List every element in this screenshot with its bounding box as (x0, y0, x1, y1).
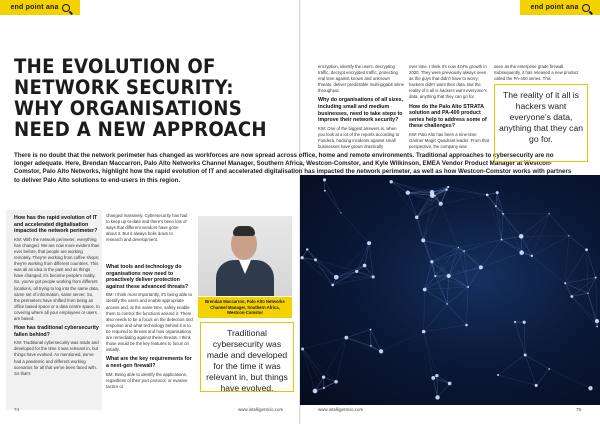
body-column-2 (106, 213, 188, 259)
headline-line-3: WHY ORGANISATIONS (14, 97, 243, 120)
network-link (371, 330, 382, 352)
network-node (423, 288, 427, 292)
network-link (496, 193, 497, 207)
network-node (467, 286, 469, 288)
network-link (438, 383, 450, 397)
page-number-left: 74 (14, 407, 20, 412)
network-link (307, 249, 315, 259)
network-node (447, 186, 449, 188)
network-link (303, 349, 324, 377)
network-link (525, 355, 536, 385)
right-column-1 (318, 64, 404, 150)
network-link (587, 250, 596, 278)
network-link (569, 236, 587, 250)
network-node (355, 270, 358, 273)
network-link (333, 277, 373, 285)
network-link (498, 375, 536, 385)
network-node (479, 265, 483, 269)
question-heading: Why do organisations of all sizes, including small and medium businesses, need to take steps to improve their network security? (318, 97, 404, 124)
network-link (532, 236, 569, 256)
network-node (448, 382, 452, 386)
network-link (325, 191, 341, 213)
network-link (447, 304, 466, 325)
answer-paragraph: KW: One of the biggest answers is, when you look at a lot of the reports according to Fundera, hacking incidents against small businesses have grown drastically (318, 125, 400, 150)
network-link (424, 289, 425, 331)
network-node (430, 190, 435, 195)
headline-line-1: THE EVOLUTION OF (14, 55, 216, 78)
network-link (303, 338, 347, 349)
question-heading: What tools and technology do organisations now need to proactively deliver protection against these advanced threats? (106, 264, 189, 290)
network-link (572, 278, 596, 297)
network-link (521, 214, 549, 237)
photo-caption: Brendan Maccarron, Palo Alto Networks Channel Manager, Southern Africa, Westcon-Comstor (198, 297, 292, 318)
network-node (501, 239, 503, 241)
network-node (422, 330, 426, 334)
network-link (565, 250, 586, 284)
network-link (346, 330, 370, 338)
network-node (548, 213, 549, 214)
network-node (463, 250, 465, 252)
network-node (496, 191, 499, 194)
network-node (322, 375, 325, 378)
network-link (302, 258, 333, 285)
pull-quote-left (200, 322, 294, 392)
network-node (564, 282, 566, 284)
network-node (495, 205, 497, 207)
network-node (324, 190, 326, 192)
network-link (424, 332, 437, 376)
network-link (336, 266, 364, 278)
network-link (572, 293, 588, 296)
network-node (439, 202, 443, 206)
network-link (532, 256, 565, 283)
network-graph (300, 175, 600, 405)
article-standfirst: There is no doubt that the network perimeter has changed as workforces are now spread across office, home and remote environments. Traditional approaches to cybersecurity are no longer adequate. Here, Brendan Maccarron, Palo Alto Networks Channel Manager, Southern Africa, Westcon-Comstor, and Kyle Wilkinson, EMEA Vendor Product Manager at Westcon-Comstor, Palo Alto Networks, highlight how the rapid evolution of IT and accelerated digitalisation has impacted the network perimeter, as well as how Westcon-Comstor works with partners to deliver Palo Alto solutions to end-users in this region. (14, 152, 572, 184)
network-link (481, 253, 522, 268)
network-link (466, 287, 468, 325)
network-node (445, 189, 447, 191)
right-column-3 (494, 64, 580, 82)
pull-quote-text: Traditional cybersecurity was made and developed for the time it was relevant in, but things have evolved. (206, 328, 288, 393)
network-node (531, 255, 533, 257)
network-node (595, 276, 597, 278)
network-link (325, 180, 341, 213)
network-link (424, 304, 447, 332)
network-node (367, 241, 371, 245)
network-node (314, 258, 317, 261)
network-node (548, 368, 550, 370)
network-link (565, 236, 569, 283)
answer-paragraph: encryption, identify the users, decrypting traffic, decrypt encrypted traffic, protecting real time against known and unknown threats, deliver predictable multi-gigabit inline throughput. (318, 64, 404, 94)
network-link (521, 236, 569, 237)
network-node (306, 248, 308, 250)
network-link (423, 240, 435, 276)
network-link (525, 355, 549, 369)
pull-quote-right (494, 84, 588, 162)
network-link (549, 369, 590, 388)
network-node (430, 260, 433, 263)
page-number-right: 75 (576, 407, 582, 412)
network-link (515, 322, 525, 355)
network-node (519, 250, 524, 255)
network-node (331, 284, 334, 287)
network-link (425, 287, 468, 289)
network-link (536, 369, 549, 385)
network-node (519, 234, 524, 239)
network-link (357, 243, 369, 271)
network-link (498, 355, 525, 375)
network-link (391, 182, 416, 218)
network-node (431, 376, 435, 380)
network-link (324, 377, 337, 382)
network-node (334, 380, 338, 384)
footer-url-left: www.intelligentcio.com (238, 407, 284, 412)
right-column-2 (409, 64, 490, 150)
network-link (447, 287, 468, 304)
network-link (565, 283, 588, 293)
network-link (324, 338, 347, 378)
network-link (365, 243, 370, 265)
network-link (572, 296, 597, 321)
section-tab-left (0, 0, 80, 15)
network-node (570, 295, 573, 298)
photo-hair (233, 226, 255, 236)
magnifier-icon (582, 4, 590, 12)
network-node (523, 321, 526, 324)
network-link (425, 262, 432, 290)
network-node (370, 329, 372, 331)
network-link (336, 243, 369, 277)
network-node (300, 256, 303, 259)
network-node (497, 374, 499, 376)
network-node (334, 275, 339, 280)
answer-paragraph: seen as the enterprise grade firewall. Subsequently, it has released a new product called the PA-400 series. This (494, 64, 579, 82)
network-link (423, 204, 440, 241)
network-node (595, 319, 599, 323)
answer-paragraph: KW: With the network perimeter, everything has changed. We are now more evident than ever before, that people are working remotely. They're working from coffee shops; they're working from different countries. This was all an idea in the past and as things have changed, it's become people's reality. So, you've got people working from different locations, all trying to log into the same data, same set of information, same server. So, the perimeters have shifted from being an office based space or a data centre space, to covering where all your employees or users are based. (14, 236, 100, 321)
network-node (502, 213, 504, 215)
network-node (363, 264, 367, 268)
section-label-right: end point ana (530, 4, 579, 11)
network-node (524, 353, 527, 356)
footer-url-right: www.intelligentcio.com (318, 407, 364, 412)
network-link (324, 382, 336, 388)
network-link (588, 278, 596, 294)
network-link (408, 193, 417, 218)
network-link (502, 236, 522, 239)
network-node (568, 235, 569, 236)
network-node (340, 212, 341, 213)
network-link (596, 278, 597, 322)
question-heading: How do the Palo Alto STRATA solution and PA-400 product series help to address some of these challenges? (409, 103, 487, 130)
network-link (425, 276, 449, 290)
network-node (435, 395, 439, 399)
network-node (370, 345, 372, 347)
network-node (446, 303, 448, 305)
network-link (437, 376, 450, 384)
answer-paragraph: BM: I think most importantly, it's being able to identify the users and enable appropriate access and, at the same time, safely enable them to control the functions around it. There also needs to be a focus on the detection and response and what technology behind it is to be required to threats and how organisations are remediating against these threats. I think those would be the key features to focus on initially. (106, 292, 193, 353)
network-link (464, 251, 468, 287)
network-node (301, 348, 304, 351)
network-link (441, 195, 487, 204)
network-link (369, 243, 373, 277)
network-link (357, 271, 373, 277)
article-headline (14, 56, 294, 140)
network-link (423, 240, 458, 247)
network-node (465, 324, 468, 327)
network-link (487, 193, 497, 195)
network-link (481, 240, 502, 268)
network-link (441, 204, 459, 248)
portrait-photo (198, 216, 292, 296)
question-heading: What are the key requirements for a next-gen firewall? (106, 356, 192, 369)
network-node (596, 326, 598, 328)
network-link (391, 182, 408, 193)
network-link (424, 325, 467, 332)
network-node (435, 374, 438, 377)
section-tab-right (520, 0, 600, 15)
network-link (391, 182, 432, 193)
network-node (458, 247, 459, 248)
network-node (421, 238, 425, 242)
network-node (535, 384, 538, 387)
network-illustration (300, 175, 600, 405)
network-link (565, 278, 595, 284)
network-link (346, 338, 381, 352)
network-node (415, 216, 419, 220)
network-link (423, 240, 464, 251)
answer-paragraph: BM: Being able to identify the applications, regardless of their port protocol, or evasive tactics or (106, 371, 188, 389)
answer-paragraph: KW: Traditional cybersecurity was made and developed for the time it was relevant in, but things have evolved. As mentioned, we've had a pandemic and different working scenarios for all that we've been faced with. So that's (14, 340, 99, 376)
question-heading: How has traditional cybersecurity fallen behind? (14, 325, 99, 338)
network-node (486, 194, 489, 197)
network-node (323, 387, 325, 389)
network-link (502, 214, 504, 240)
network-node (313, 389, 318, 394)
network-link (316, 260, 333, 285)
network-link (391, 182, 432, 196)
body-column-1 (14, 213, 100, 409)
network-link (424, 332, 434, 378)
network-link (336, 338, 346, 382)
pull-quote-text: The reality of it all is hackers want everyone's data, anything that they can go for. (498, 90, 584, 144)
network-link (549, 214, 569, 236)
network-node (323, 178, 326, 181)
network-node (372, 275, 375, 278)
network-link (458, 247, 481, 267)
network-node (585, 248, 588, 251)
network-node (587, 293, 588, 294)
magnifier-icon (62, 4, 70, 12)
network-node (588, 386, 592, 390)
network-node (344, 336, 348, 340)
network-node (434, 275, 436, 277)
network-node (379, 349, 383, 353)
answer-paragraph: KW: Palo Alto has been a nine-time Gartner Magic Quadrant leader. From that perspective, the company was (409, 131, 490, 150)
network-link (565, 283, 572, 296)
section-label-left: end point ana (10, 4, 59, 11)
network-node (514, 321, 516, 323)
network-node (406, 191, 410, 195)
network-link (303, 349, 324, 388)
answer-paragraph: over time. I think it's now 424% growth in 2020. They were previously always seen as the guys that didn't have to worry; hackers didn't want their data. But the reality of it all is hackers want everyone's data, anything that they can go for. (409, 64, 487, 100)
network-link (381, 332, 424, 352)
network-node (447, 274, 451, 278)
network-link (572, 296, 597, 326)
network-link (341, 213, 369, 243)
question-heading: How has the rapid evolution of IT and accelerated digitalisation impacted the network perimeter? (14, 215, 98, 235)
headline-line-2: NETWORK SECURITY: (14, 76, 234, 99)
network-link (433, 378, 449, 384)
network-link (587, 250, 588, 294)
network-link (524, 322, 525, 355)
headline-line-4: NEED A NEW APPROACH (14, 118, 267, 141)
network-node (390, 180, 393, 183)
body-column-3 (106, 262, 194, 412)
answer-paragraph: changed massively. Cybersecurity has had to keep up-to-date and there's been lots of ways that different vendors have gone about it. But it always boils down to research and development. (106, 213, 188, 243)
